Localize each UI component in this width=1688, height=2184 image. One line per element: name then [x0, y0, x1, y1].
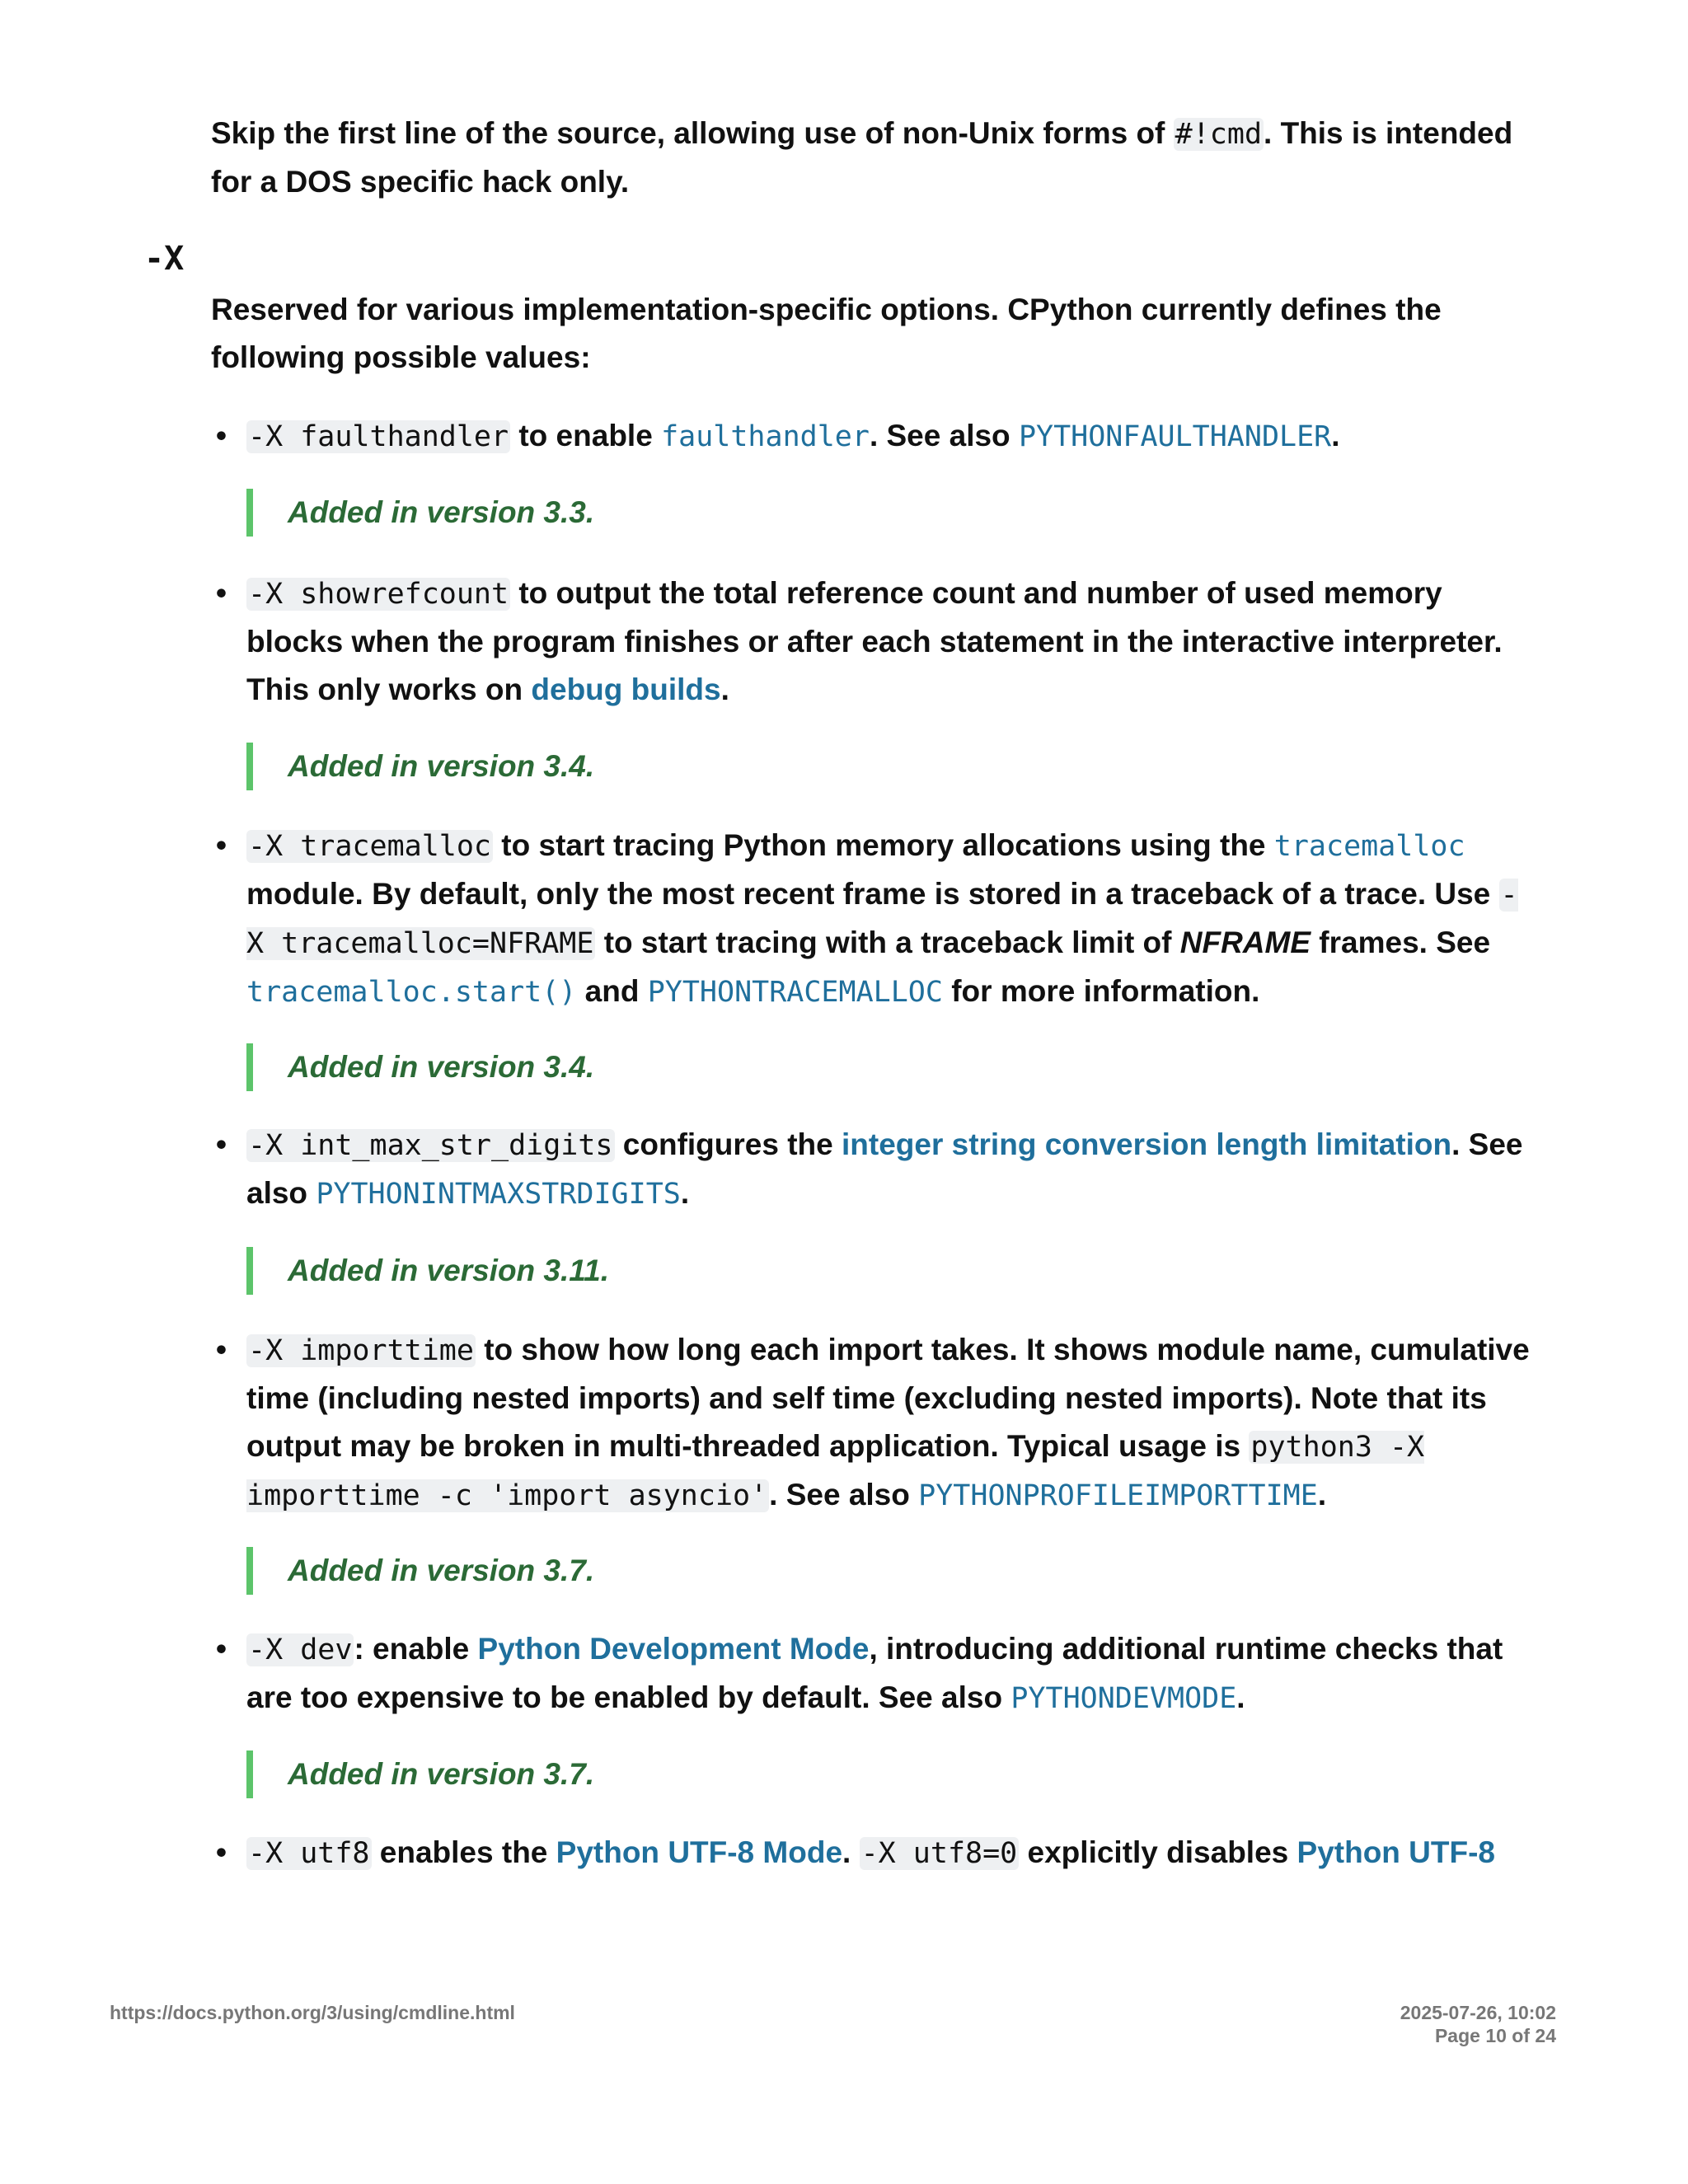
item-text: .: [720, 673, 729, 706]
item-text: to show how long each import takes. It shows module name, cumulative time (including nested imports) and self time (excluding nested imports). Note that its output may be broken in multi-threaded application. Typical usage is: [246, 1333, 1530, 1463]
list-item-faulthandler: [216, 412, 1532, 461]
version-added-note: Added in version 3.11.: [246, 1247, 609, 1295]
bullet: •: [216, 576, 227, 610]
inline-code: -X tracemalloc: [248, 830, 492, 863]
pythonprofileimporttime-link[interactable]: PYTHONPROFILEIMPORTTIME: [918, 1479, 1318, 1512]
pythondevmode-link[interactable]: PYTHONDEVMODE: [1010, 1682, 1237, 1715]
item-text: configures the: [614, 1127, 842, 1161]
utf8-mode-link-2[interactable]: Python UTF-8: [1296, 1835, 1495, 1869]
list-item-int-max-str-digits: [216, 1121, 1532, 1218]
faulthandler-module-link[interactable]: faulthandler: [661, 420, 870, 453]
inline-code: -X tracemalloc=NFRAME: [246, 879, 1518, 960]
list-item-importtime: [216, 1326, 1532, 1520]
item-text: to start tracing Python memory allocations using the: [493, 828, 1274, 862]
int-str-limitation-link[interactable]: integer string conversion length limitation: [842, 1127, 1452, 1161]
item-text: , introducing additional runtime checks that are too expensive to be enabled by default. See also: [246, 1632, 1503, 1714]
version-added-note: Added in version 3.4.: [246, 743, 594, 790]
item-text: : enable: [354, 1632, 478, 1666]
version-added-note: Added in version 3.3.: [246, 489, 594, 537]
option-description: Reserved for various implementation-specific options. CPython currently defines the following possible values:: [211, 293, 1442, 374]
pythonintmaxstrdigits-link[interactable]: PYTHONINTMAXSTRDIGITS: [316, 1178, 681, 1211]
tracemalloc-module-link[interactable]: tracemalloc: [1273, 830, 1465, 863]
bullet: •: [216, 1835, 227, 1869]
item-text: and: [576, 974, 648, 1008]
item-text: . See also: [869, 419, 1019, 452]
item-text: .: [1331, 419, 1340, 452]
footer-page-number: Page 10 of 24: [1434, 2025, 1556, 2046]
version-added-note: Added in version 3.7.: [246, 1547, 594, 1595]
item-text: explicitly disables: [1019, 1835, 1297, 1869]
item-text: .: [1317, 1478, 1327, 1511]
utf8-mode-link[interactable]: Python UTF-8 Mode: [556, 1835, 843, 1869]
footer-datetime: 2025-07-26, 10:02: [1400, 2002, 1556, 2023]
item-text: to enable: [510, 419, 662, 452]
version-added-note: Added in version 3.4.: [246, 1043, 594, 1091]
inline-code: -X int_max_str_digits: [248, 1129, 613, 1162]
bullet: •: [216, 1333, 227, 1366]
intro-text-end: . This is intended for a DOS specific hack only.: [211, 116, 1513, 199]
list-item-tracemalloc: [216, 822, 1532, 1016]
bullet: •: [216, 1127, 227, 1161]
footer-url: https://docs.python.org/3/using/cmdline.html: [110, 2002, 515, 2023]
inline-code: -X dev: [248, 1633, 353, 1666]
item-text: to output the total reference count and number of used memory blocks when the program finishes or after each statement in the interactive interpreter. This only works on: [246, 576, 1503, 706]
item-text: .: [1236, 1680, 1245, 1714]
list-item-utf8: [216, 1829, 1532, 1877]
bullet: •: [216, 1632, 227, 1666]
pythontracemalloc-link[interactable]: PYTHONTRACEMALLOC: [647, 976, 943, 1009]
inline-code: -X utf8: [248, 1837, 370, 1870]
dev-mode-link[interactable]: Python Development Mode: [477, 1632, 870, 1666]
version-added-note: Added in version 3.7.: [246, 1750, 594, 1798]
inline-code: python3 -X importtime -c 'import asyncio': [246, 1431, 1425, 1512]
item-text: .: [842, 1835, 860, 1869]
debug-builds-link[interactable]: debug builds: [531, 673, 721, 706]
pythonfaulthandler-link[interactable]: PYTHONFAULTHANDLER: [1018, 420, 1332, 453]
inline-code: -X importtime: [248, 1334, 474, 1367]
bullet: •: [216, 419, 227, 452]
bullet: •: [216, 828, 227, 862]
footer-meta: [1400, 2001, 1556, 2047]
list-item-showrefcount: [216, 569, 1532, 714]
item-text: . See also: [246, 1127, 1523, 1210]
item-text: to start tracing with a traceback limit of: [595, 926, 1180, 959]
inline-code: #!cmd: [1175, 118, 1263, 151]
item-text: . See also: [769, 1478, 919, 1511]
item-text: .: [680, 1176, 690, 1210]
item-text: enables the: [371, 1835, 556, 1869]
item-text: module. By default, only the most recent frame is stored in a traceback of a trace. Use: [246, 877, 1499, 911]
intro-paragraph: [211, 110, 1530, 206]
inline-code: -X utf8=0: [860, 1837, 1018, 1870]
inline-code: -X faulthandler: [248, 420, 509, 453]
list-item-dev: [216, 1625, 1532, 1722]
item-text: for more information.: [942, 974, 1260, 1008]
tracemalloc-start-link[interactable]: tracemalloc.start(): [246, 976, 577, 1009]
intro-text: Skip the first line of the source, allowing use of non-Unix forms of: [211, 116, 1174, 150]
inline-code: -X showrefcount: [248, 578, 509, 611]
item-text: frames. See: [1311, 926, 1491, 959]
option-heading-x: -X: [144, 240, 185, 278]
emphasis: NFRAME: [1179, 926, 1311, 959]
